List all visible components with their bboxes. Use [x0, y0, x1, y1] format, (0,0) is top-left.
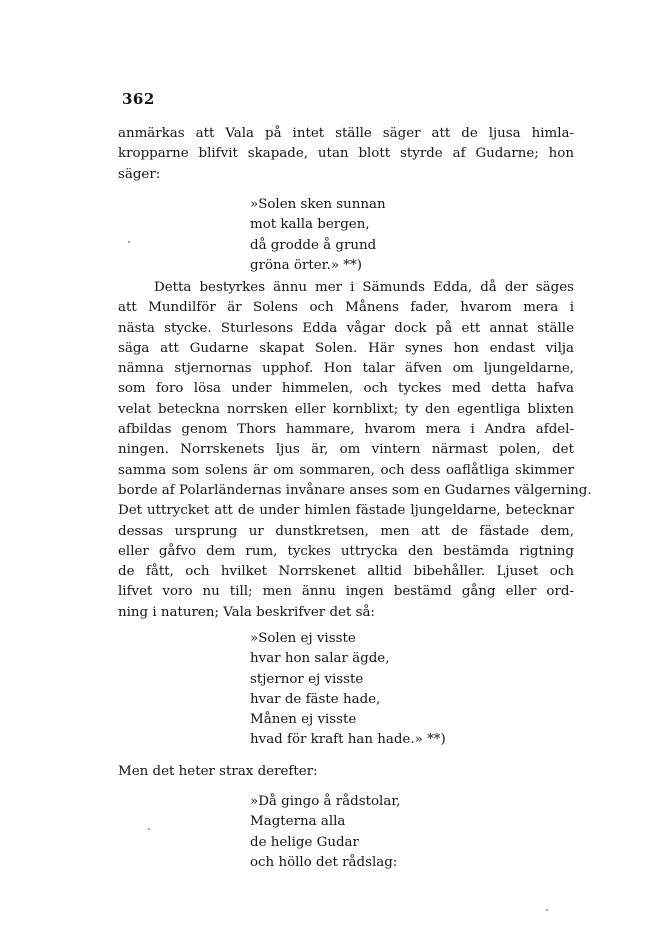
paragraph-2-line-3: nästa stycke. Sturlesons Edda vågar dock på ett annat ställe	[118, 320, 574, 336]
paragraph-2-line-4: säga att Gudarne skapat Solen. Här synes hon endast vilja	[118, 340, 574, 356]
print-speck	[546, 909, 548, 911]
page-number: 362	[122, 90, 155, 108]
paragraph-2-line-1: Detta bestyrkes ännu mer i Sämunds Edda, då der säges	[154, 280, 574, 295]
print-speck	[128, 241, 130, 243]
paragraph-2-line-9: ningen. Norrskenets ljus är, om vintern närmast polen, det	[118, 442, 574, 458]
paragraph-2-line-17: ning i naturen; Vala beskrifver det så:	[118, 604, 375, 620]
poem-1-line-4: gröna örter.» **)	[250, 257, 362, 273]
paragraph-2-line-5: nämna stjernornas upphof. Hon talar äfven om ljungeldarne,	[118, 361, 574, 377]
paragraph-2-line-11: borde af Polarländernas invånare anses som en Gudarnes välgerning.	[118, 482, 592, 498]
poem-1-line-2: mot kalla bergen,	[250, 217, 370, 233]
poem-3-line-4: och höllo det rådslag:	[250, 854, 398, 870]
paragraph-1	[118, 124, 574, 185]
poem-2-line-2: hvar hon salar ägde,	[250, 651, 390, 667]
transition-line: Men det heter strax derefter:	[118, 764, 318, 779]
paragraph-2-line-13: dessas ursprung ur dunstkretsen, men att de fästade dem,	[118, 523, 574, 539]
paragraph-2-line-16: lifvet voro nu till; men ännu ingen bestämd gång eller ord-	[118, 584, 574, 600]
poem-1-line-3: då grodde å grund	[250, 237, 377, 253]
paragraph-2-line-8: afbildas genom Thors hammare, hvarom mera i Andra afdel-	[118, 422, 574, 438]
paragraph-2-line-10: samma som solens är om sommaren, och dess oaflåtliga skimmer	[118, 462, 574, 478]
poem-3	[250, 792, 401, 873]
paragraph-2-line-6: som foro lösa under himmelen, och tyckes med detta hafva	[118, 381, 574, 397]
poem-2-line-5: Månen ej visste	[250, 712, 357, 728]
paragraph-2-line-7: velat beteckna norrsken eller kornblixt; ty den egentliga blixten	[118, 401, 574, 417]
paragraph-2-line-12: Det uttrycket att de under himlen fästade ljungeldarne, betecknar	[118, 503, 574, 519]
poem-1	[250, 195, 386, 276]
paragraph-1-line-3: säger:	[118, 166, 161, 182]
poem-3-line-2: Magterna alla	[250, 814, 346, 830]
poem-3-line-1: »Då gingo å rådstolar,	[250, 794, 401, 809]
paragraph-2-line-15: de fått, och hvilket Norrskenet alltid bibehåller. Ljuset och	[118, 564, 574, 580]
paragraph-2	[118, 278, 592, 623]
poem-2-line-3: stjernor ej visste	[250, 671, 364, 687]
poem-2-line-6: hvad för kraft han hade.» **)	[250, 732, 446, 748]
paragraph-1-line-1: anmärkas att Vala på intet ställe säger att de ljusa himla-	[118, 126, 574, 141]
poem-2-line-4: hvar de fäste hade,	[250, 691, 381, 707]
poem-1-line-1: »Solen sken sunnan	[250, 197, 386, 212]
poem-2-line-1: »Solen ej visste	[250, 631, 356, 646]
poem-3-line-3: de helige Gudar	[250, 834, 359, 850]
print-speck	[148, 828, 150, 830]
poem-2	[250, 629, 446, 751]
paragraph-2-line-14: eller gåfvo dem rum, tyckes uttrycka den bestämda rigtning	[118, 543, 574, 559]
paragraph-2-line-2: att Mundilför är Solens och Månens fader, hvarom mera i	[118, 300, 574, 316]
paragraph-1-line-2: kropparne blifvit skapade, utan blott styrde af Gudarne; hon	[118, 146, 574, 162]
